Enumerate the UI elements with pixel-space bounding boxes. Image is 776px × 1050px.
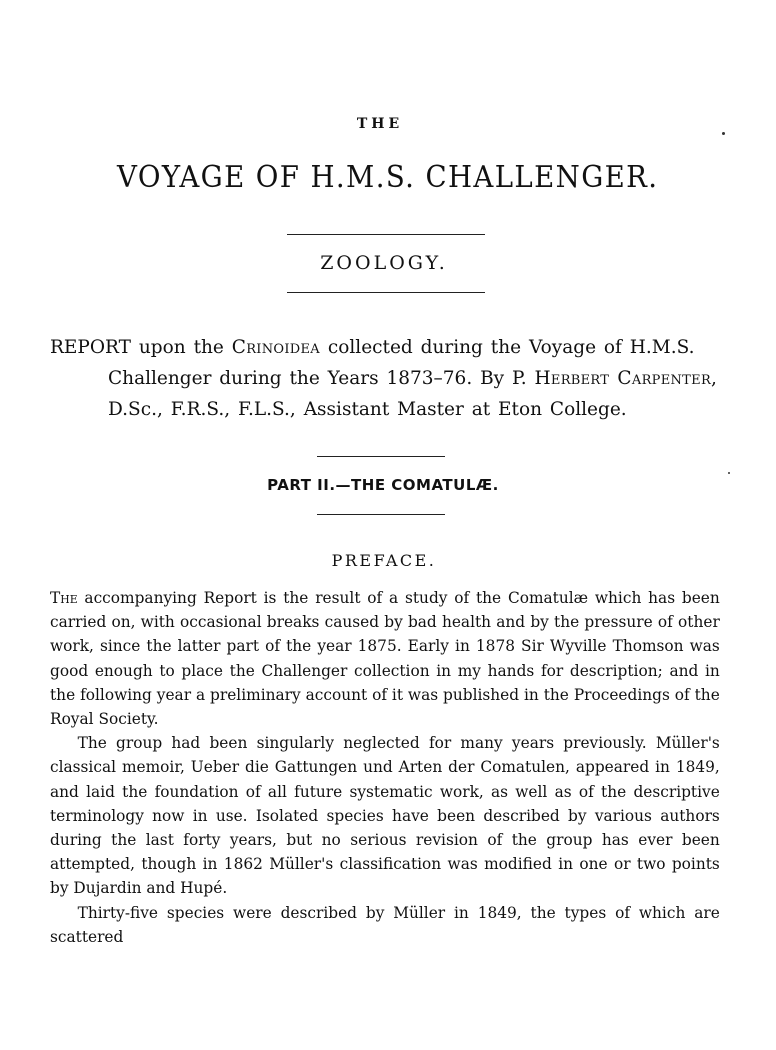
- preface-heading: PREFACE.: [331, 551, 437, 570]
- part-heading: PART II.—THE COMATULÆ.: [267, 476, 499, 494]
- divider-rule: [287, 292, 485, 293]
- report-text: Challenger during the Years 1873–76. By P.: [108, 368, 535, 389]
- report-line-3: D.Sc., F.R.S., F.L.S., Assistant Master at Eton College.: [108, 399, 627, 420]
- section-heading: ZOOLOGY.: [320, 252, 448, 274]
- paragraph-text: accompanying Report is the result of a study of the Comatulæ which has been carried on, with occasional breaks caused by bad health and by the pressure of other work, since the latter part of the year 1875. Early in 1878 Sir Wyville Thomson was good enough to place the Challenger collection in my hands for description; and in the following year a preliminary account of it was published in the Proceedings of the Royal Society.: [50, 589, 720, 729]
- divider-rule: [317, 514, 445, 515]
- report-author: Herbert Carpenter: [534, 368, 712, 389]
- report-subject: Crinoidea: [231, 337, 320, 358]
- scan-speck: [722, 132, 725, 135]
- the-heading: THE: [356, 116, 404, 132]
- paragraph-lead: The: [50, 589, 78, 607]
- page-title: VOYAGE OF H.M.S. CHALLENGER.: [117, 160, 659, 195]
- report-text: REPORT upon the: [50, 337, 232, 358]
- paragraph: [50, 586, 720, 731]
- report-line-1: [50, 332, 730, 363]
- report-heading: [50, 332, 730, 425]
- preface-body: [50, 586, 720, 949]
- report-text: collected during the Voyage of H.M.S.: [320, 337, 695, 358]
- divider-rule: [287, 234, 485, 235]
- divider-rule: [317, 456, 445, 457]
- report-line-2: [50, 363, 730, 394]
- paragraph: Thirty-five species were described by Müller in 1849, the types of which are scattered: [50, 903, 720, 946]
- report-text: ,: [711, 368, 717, 389]
- scan-speck: [728, 472, 730, 474]
- paragraph: The group had been singularly neglected for many years previously. Müller's classical memoir, Ueber die Gattungen und Arten der Comatulen, appeared in 1849, and laid the foundation of all future systematic work, as well as of the descriptive terminology now in use. Isolated species have been described by various authors during the last forty years, but no serious revision of the group has ever been attempted, though in 1862 Müller's classification was modified in one or two points by Dujardin and Hupé.: [50, 734, 720, 898]
